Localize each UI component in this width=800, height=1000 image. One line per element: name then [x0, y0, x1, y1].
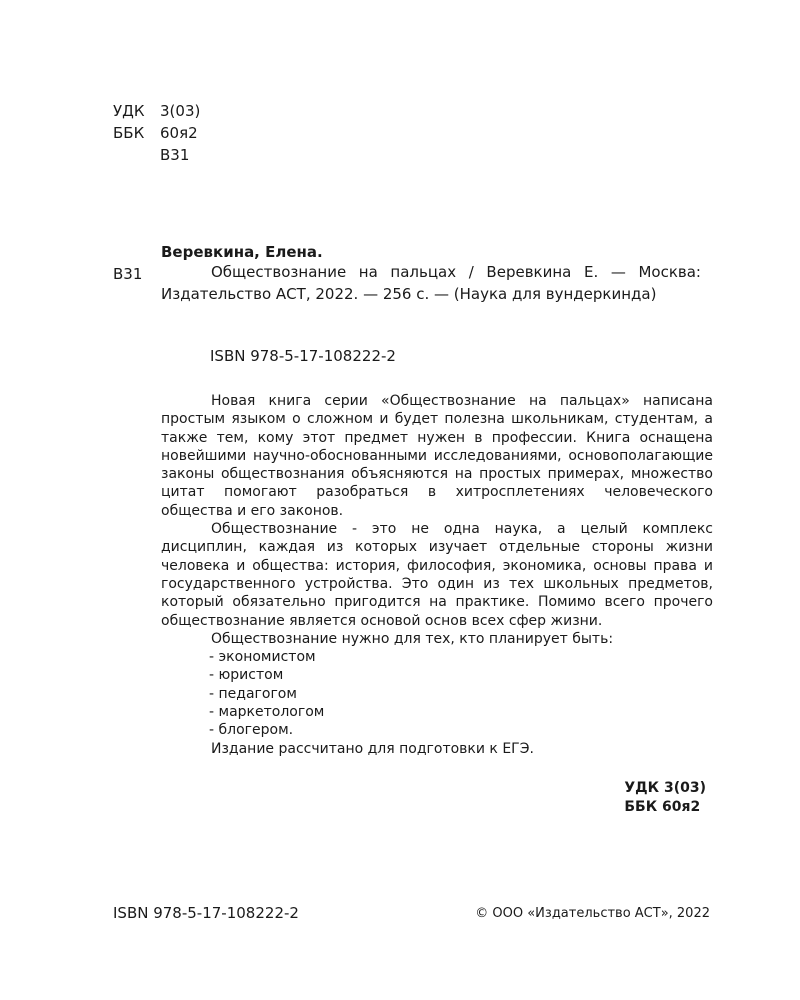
author-sign-value: В31	[160, 146, 190, 164]
biblio-text: Обществознание на пальцах / Веревкина Е. — Москва: Издательство АСТ, 2022. — 256 с. — (Наука для вундеркинда)	[161, 263, 701, 303]
list-item: - маркетологом	[209, 704, 325, 721]
udc-bbk-block	[624, 779, 706, 817]
author-sign-row	[113, 144, 200, 166]
bbk-row	[113, 122, 200, 144]
udk-value: 3(03)	[160, 102, 201, 120]
list-item: - юристом	[209, 667, 284, 684]
profession-list	[161, 648, 713, 739]
bbk-label: ББК	[113, 124, 145, 142]
author-sign-label	[113, 144, 160, 166]
list-item: - блогером.	[209, 722, 294, 739]
footer-isbn: ISBN 978-5-17-108222-2	[113, 904, 299, 922]
classification-codes	[113, 100, 200, 166]
list-item: - педагогом	[209, 685, 297, 702]
abstract	[161, 392, 713, 758]
abstract-closing: Издание рассчитано для подготовки к ЕГЭ.	[211, 740, 534, 757]
udk-label: УДК	[113, 102, 145, 120]
biblio-author-sign: В31	[113, 265, 143, 283]
bibliographic-description	[161, 262, 701, 305]
abstract-paragraph: Обществознание - это не одна наука, а целый комплекс дисциплин, каждая из которых изучает отдельные стороны жизни человека и общества: история, философия, экономика, основы права и государственного устройства. Это один из тех школьных предметов, который обязательно пригодится на практике. Помимо всего прочего обществознание является основой основ всех сфер жизни.	[161, 521, 713, 629]
bbk-value: 60я2	[160, 124, 198, 142]
abstract-paragraph: Новая книга серии «Обществознание на пальцах» написана простым языком о сложном и будет полезна школьникам, студентам, а также тем, кому этот предмет нужен в профессии. Книга оснащена новейшими научно-обоснованными исследованиями, основополагающие законы обществознания объясняются на простых примерах, множество цитат помогают разобраться в хитросплетениях человеческого общества и его законов.	[161, 393, 713, 519]
abstract-paragraph: Обществознание нужно для тех, кто планирует быть:	[211, 630, 614, 647]
author-heading: Веревкина, Елена.	[161, 243, 323, 261]
udk-right: УДК 3(03)	[624, 780, 706, 796]
list-item: - экономистом	[209, 649, 316, 666]
udk-row	[113, 100, 200, 122]
bbk-right: ББК 60я2	[624, 799, 701, 815]
isbn-main: ISBN 978-5-17-108222-2	[210, 347, 396, 365]
footer-copyright: © ООО «Издательство АСТ», 2022	[475, 906, 710, 921]
